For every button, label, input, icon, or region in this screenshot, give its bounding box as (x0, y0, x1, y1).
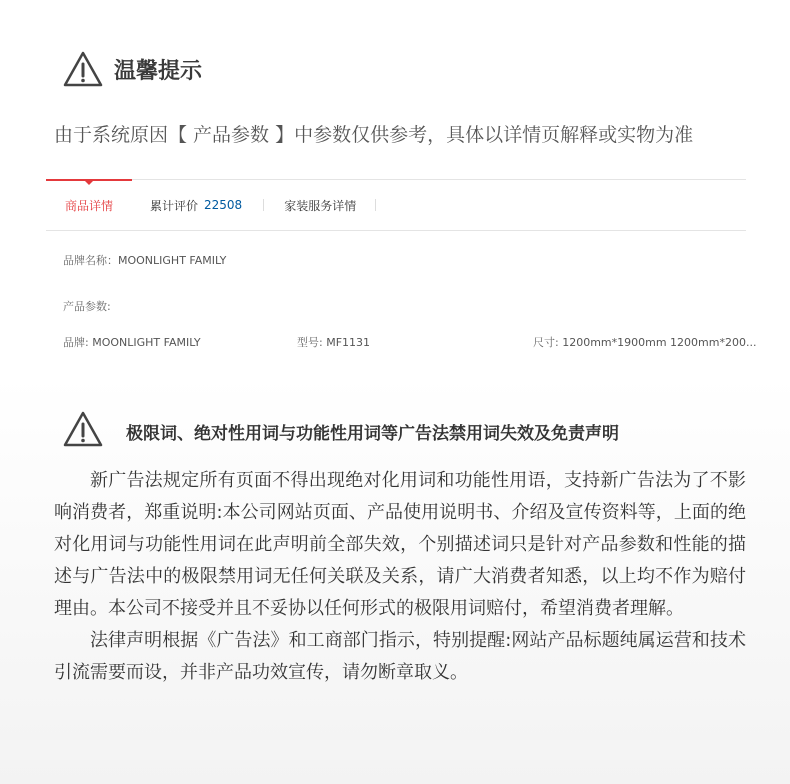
param-item-brand (63, 334, 201, 350)
brand-name-label: 品牌名称： (63, 254, 118, 267)
detail-tabs (46, 179, 746, 231)
param-label: 尺寸: (533, 336, 563, 349)
param-value: MOONLIGHT FAMILY (92, 336, 201, 349)
review-count: 22508 (204, 198, 243, 212)
declaration-paragraph: 法律声明根据《广告法》和工商部门指示，特别提醒:网站产品标题纯属运营和技术引流需要而设，并非产品功效宣传，请勿断章取义。 (54, 630, 746, 683)
tab-product-detail[interactable] (46, 179, 132, 230)
param-value: 1200mm*1900mm 1200mm*200... (562, 336, 757, 349)
declaration-body (54, 465, 746, 689)
brand-name-row (63, 252, 226, 268)
warning-triangle-icon (62, 50, 104, 88)
tab-reviews[interactable] (132, 180, 264, 230)
params-heading: 产品参数: (63, 300, 111, 313)
notice-title: 温馨提示 (114, 58, 203, 84)
declaration-title: 极限词、绝对性用词与功能性用词等广告法禁用词失效及免责声明 (126, 423, 619, 444)
tab-label: 家装服务详情 (284, 198, 357, 213)
tab-label: 累计评价 (150, 198, 199, 213)
brand-name-value: MOONLIGHT FAMILY (118, 254, 227, 267)
declaration-paragraph: 新广告法规定所有页面不得出现绝对化用词和功能性用语，支持新广告法为了不影响消费者，郑重说明:本公司网站页面、产品使用说明书、介绍及宣传资料等，上面的绝对化用词与功能性用词在此声明前全部失效，个别描述词只是针对产品参数和性能的描述与广告法中的极限禁用词无任何关联及关系，请广大消费者知悉，以上均不作为赔付理由。本公司不接受并且不妥协以任何形式的极限用词赔付，希望消费者理解。 (54, 470, 746, 619)
declaration-header (62, 410, 619, 448)
param-label: 品牌: (63, 336, 93, 349)
param-item-size (533, 334, 756, 350)
notice-text: 由于系统原因【 产品参数 】中参数仅供参考，具体以详情页解释或实物为准 (54, 124, 694, 146)
tab-home-service[interactable] (264, 180, 376, 230)
warning-triangle-icon (62, 410, 104, 448)
param-value: MF1131 (326, 336, 371, 349)
param-label: 型号: (297, 336, 327, 349)
tab-divider (375, 199, 376, 211)
tab-label: 商品详情 (64, 199, 113, 213)
param-item-model (297, 334, 370, 350)
notice-header (62, 50, 202, 88)
